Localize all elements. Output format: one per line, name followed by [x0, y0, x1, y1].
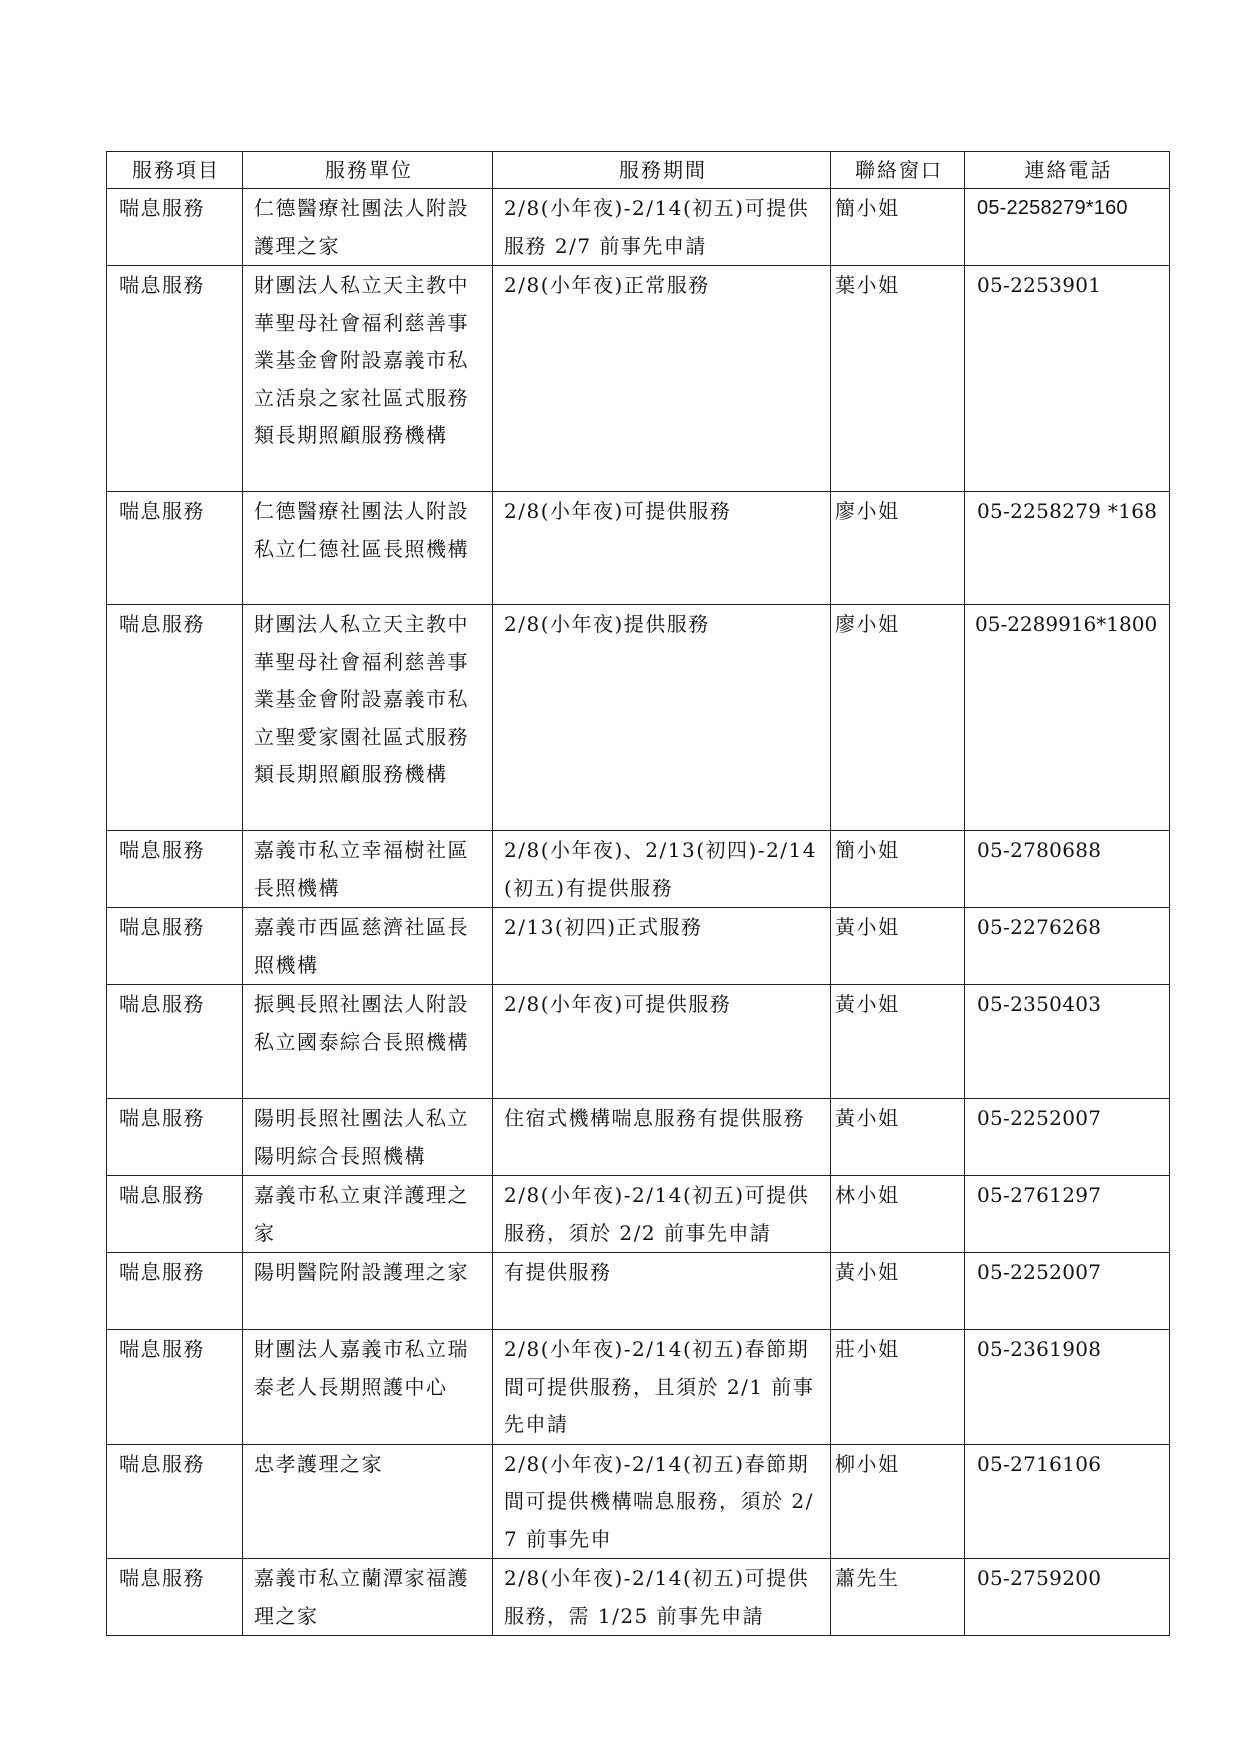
service-item-cell: 喘息服務	[107, 605, 243, 831]
contact-phone-cell: 05-2258279*160	[965, 189, 1170, 266]
contact-person-cell: 簡小姐	[831, 189, 965, 266]
table-row	[107, 831, 1170, 908]
table-row	[107, 1253, 1170, 1330]
service-unit-cell: 振興長照社團法人附設私立國泰綜合長照機構	[243, 985, 493, 1099]
contact-person-cell: 莊小姐	[831, 1330, 965, 1445]
service-item-cell: 喘息服務	[107, 908, 243, 985]
contact-phone-cell: 05-2252007	[965, 1099, 1170, 1176]
contact-person-cell: 黃小姐	[831, 1253, 965, 1330]
service-period-cell: 有提供服務	[493, 1253, 831, 1330]
table-row	[107, 1559, 1170, 1636]
contact-person-cell: 廖小姐	[831, 492, 965, 605]
service-period-cell: 2/8(小年夜)可提供服務	[493, 492, 831, 605]
table-row	[107, 985, 1170, 1099]
table-row	[107, 605, 1170, 831]
service-period-cell: 2/8(小年夜)-2/14(初五)春節期間可提供機構喘息服務，須於 2/7 前事先申	[493, 1444, 831, 1559]
service-item-cell: 喘息服務	[107, 492, 243, 605]
service-unit-cell: 仁德醫療社團法人附設私立仁德社區長照機構	[243, 492, 493, 605]
header-service-period: 服務期間	[493, 152, 831, 189]
service-item-cell: 喘息服務	[107, 266, 243, 492]
service-period-cell: 2/8(小年夜)-2/14(初五)可提供服務 2/7 前事先申請	[493, 189, 831, 266]
service-unit-cell: 財團法人嘉義市私立瑞泰老人長期照護中心	[243, 1330, 493, 1445]
service-unit-cell: 嘉義市私立蘭潭家福護理之家	[243, 1559, 493, 1636]
contact-person-cell: 黃小姐	[831, 985, 965, 1099]
contact-phone-cell: 05-2716106	[965, 1444, 1170, 1559]
service-item-cell: 喘息服務	[107, 1330, 243, 1445]
table-row	[107, 908, 1170, 985]
header-contact-person: 聯絡窗口	[831, 152, 965, 189]
service-item-cell: 喘息服務	[107, 1099, 243, 1176]
service-unit-cell: 陽明醫院附設護理之家	[243, 1253, 493, 1330]
service-period-cell: 2/8(小年夜)-2/14(初五)可提供服務，需 1/25 前事先申請	[493, 1559, 831, 1636]
table-header-row	[107, 152, 1170, 189]
contact-phone-cell: 05-2253901	[965, 266, 1170, 492]
table-row	[107, 1176, 1170, 1253]
service-unit-cell: 嘉義市西區慈濟社區長照機構	[243, 908, 493, 985]
service-unit-cell: 忠孝護理之家	[243, 1444, 493, 1559]
service-item-cell: 喘息服務	[107, 985, 243, 1099]
service-unit-cell: 財團法人私立天主教中華聖母社會福利慈善事業基金會附設嘉義市私立活泉之家社區式服務類長期照顧服務機構	[243, 266, 493, 492]
contact-person-cell: 葉小姐	[831, 266, 965, 492]
contact-phone-cell: 05-2780688	[965, 831, 1170, 908]
contact-person-cell: 黃小姐	[831, 1099, 965, 1176]
contact-phone-cell: 05-2361908	[965, 1330, 1170, 1445]
contact-person-cell: 蕭先生	[831, 1559, 965, 1636]
service-unit-cell: 嘉義市私立東洋護理之家	[243, 1176, 493, 1253]
contact-person-cell: 黃小姐	[831, 908, 965, 985]
service-unit-cell: 嘉義市私立幸福樹社區長照機構	[243, 831, 493, 908]
service-item-cell: 喘息服務	[107, 1444, 243, 1559]
service-item-cell: 喘息服務	[107, 1176, 243, 1253]
contact-phone-cell: 05-2761297	[965, 1176, 1170, 1253]
service-period-cell: 2/8(小年夜)提供服務	[493, 605, 831, 831]
table-row	[107, 266, 1170, 492]
contact-person-cell: 柳小姐	[831, 1444, 965, 1559]
table-row	[107, 189, 1170, 266]
contact-person-cell: 簡小姐	[831, 831, 965, 908]
service-unit-cell: 陽明長照社團法人私立陽明綜合長照機構	[243, 1099, 493, 1176]
contact-person-cell: 廖小姐	[831, 605, 965, 831]
table-row	[107, 492, 1170, 605]
table-row	[107, 1444, 1170, 1559]
table-row	[107, 1099, 1170, 1176]
service-item-cell: 喘息服務	[107, 189, 243, 266]
contact-phone-cell: 05-2252007	[965, 1253, 1170, 1330]
service-period-cell: 2/8(小年夜)可提供服務	[493, 985, 831, 1099]
service-period-cell: 2/8(小年夜)、2/13(初四)-2/14(初五)有提供服務	[493, 831, 831, 908]
service-item-cell: 喘息服務	[107, 1559, 243, 1636]
table-row	[107, 1330, 1170, 1445]
contact-phone-cell: 05-2759200	[965, 1559, 1170, 1636]
service-period-cell: 住宿式機構喘息服務有提供服務	[493, 1099, 831, 1176]
service-period-cell: 2/8(小年夜)-2/14(初五)春節期間可提供服務，且須於 2/1 前事先申請	[493, 1330, 831, 1445]
contact-phone-cell: 05-2258279 *168	[965, 492, 1170, 605]
service-item-cell: 喘息服務	[107, 1253, 243, 1330]
contact-person-cell: 林小姐	[831, 1176, 965, 1253]
service-unit-cell: 財團法人私立天主教中華聖母社會福利慈善事業基金會附設嘉義市私立聖愛家園社區式服務類長期照顧服務機構	[243, 605, 493, 831]
service-period-cell: 2/8(小年夜)-2/14(初五)可提供服務，須於 2/2 前事先申請	[493, 1176, 831, 1253]
service-period-cell: 2/8(小年夜)正常服務	[493, 266, 831, 492]
header-service-unit: 服務單位	[243, 152, 493, 189]
service-item-cell: 喘息服務	[107, 831, 243, 908]
header-service-item: 服務項目	[107, 152, 243, 189]
respite-services-table	[106, 151, 1170, 1636]
contact-phone-cell: 05-2276268	[965, 908, 1170, 985]
service-period-cell: 2/13(初四)正式服務	[493, 908, 831, 985]
contact-phone-cell: 05-2289916*1800	[965, 605, 1170, 831]
header-contact-phone: 連絡電話	[965, 152, 1170, 189]
service-unit-cell: 仁德醫療社團法人附設護理之家	[243, 189, 493, 266]
contact-phone-cell: 05-2350403	[965, 985, 1170, 1099]
